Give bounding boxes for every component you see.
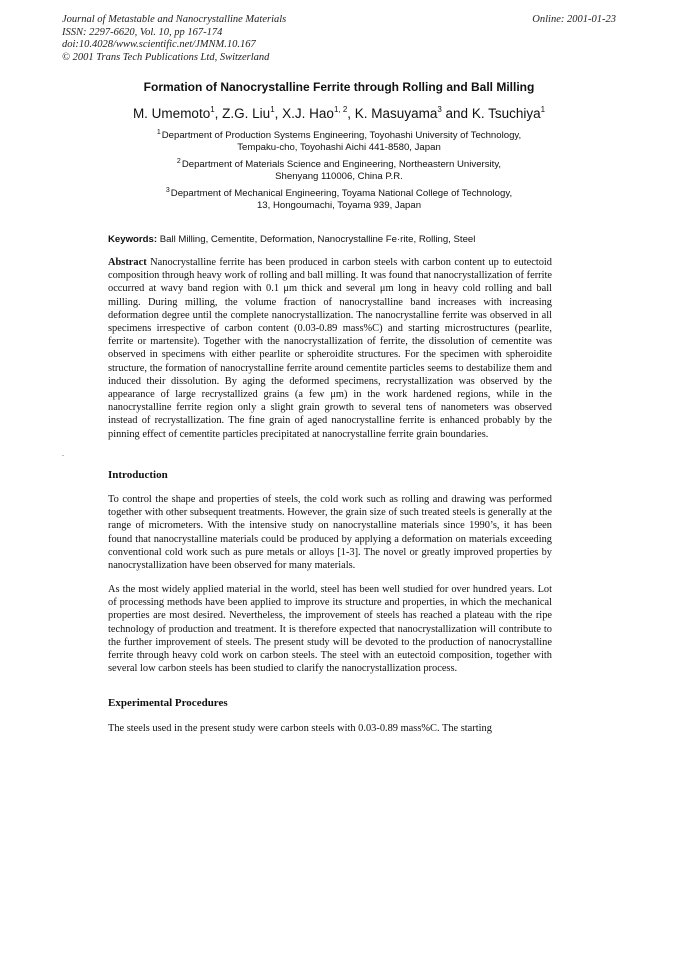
online-date: Online: 2001-01-23 <box>532 14 616 25</box>
author: K. Masuyama$^3$ and <box>354 105 472 121</box>
keywords-label: Keywords: <box>108 234 158 245</box>
abstract-label: Abstract <box>108 257 147 268</box>
affiliation: $^3$Department of Mechanical Engineering, Toyama National College of Technology, 13, Hongoumachi, Toyama 939, Japan <box>165 187 513 211</box>
affiliation: $^2$Department of Materials Science and Engineering, Northeastern University, Shenyang 110006, China P.R. <box>176 158 502 182</box>
introduction-heading: Introduction <box>108 469 168 481</box>
abstract <box>108 256 552 441</box>
author: M. Umemoto$^1$, <box>132 105 223 121</box>
journal-header <box>62 14 616 64</box>
author-list <box>62 106 616 121</box>
introduction-paragraph: As the most widely applied material in the world, steel has been well studied for over hundred years. Lot of processing methods have been applied to improve its structure and properties, in which the mechanical properties are most desired. Nevertheless, the improvement of steels has reached a plateau with the ripe technology of production and treatment. It is therefore expected that nanocrystallization will contribute to the further improvement of steels. The present study will be devoted to the production of nanocrystalline ferrite through heavy cold work on carbon steels. The steel with an eutectoid composition, together with several low carbon steels has been studied to clarify the nanocrystallization process. <box>108 584 552 675</box>
introduction-paragraph: To control the shape and properties of steels, the cold work such as rolling and drawing was performed together with other subsequent treatments. However, the grain size of such treated steels is generally at the range of micrometers. With the intensive study on nanocrystalline materials since 1990’s, it has been found that nanocrystalline materials could be produced by applying a deformation on materials exceeding conventional cold work such as pure metals or alloys [1-3]. The novel or greatly improved properties by nanocrystallization have been observed for many materials. <box>108 494 552 572</box>
author: X.J. Hao$^{1, 2}$, <box>282 105 355 121</box>
journal-name: Journal of Metastable and Nanocrystalline Materials <box>62 14 287 25</box>
scan-mark <box>62 455 64 456</box>
experimental-heading: Experimental Procedures <box>108 697 228 709</box>
journal-issn: ISSN: 2297-6620, Vol. 10, pp 167-174 <box>62 26 223 38</box>
paper-title: Formation of Nanocrystalline Ferrite through Rolling and Ball Milling <box>143 80 535 94</box>
keywords <box>108 234 574 245</box>
affiliation: $^1$Department of Production Systems Engineering, Toyohashi University of Technology, Tempaku-cho, Toyohashi Aichi 441-8580, Japan <box>156 129 522 153</box>
journal-doi: doi:10.4028/www.scientific.net/JMNM.10.167 <box>62 39 256 50</box>
keywords-text: Ball Milling, Cementite, Deformation, Nanocrystalline Fe·rite, Rolling, Steel <box>159 234 476 245</box>
experimental-paragraph: The steels used in the present study were carbon steels with 0.03-0.89 mass%C. The starting <box>108 723 492 734</box>
author: K. Tsuchiya$^1$ <box>471 105 546 121</box>
author: Z.G. Liu$^1$, <box>222 105 283 121</box>
abstract-text: Nanocrystalline ferrite has been produced in carbon steels with carbon content up to eutectoid composition through heavy work of rolling and ball milling. It was found that nanocrystallization of ferrite occurred at wavy band region with 0.1 μm thick and several μm long in heavy cold rolling and ball milling. During milling, the volume fraction of nanocrystalline band increases with increasing deformation degree until the complete nanocrystallization. The nanocrystalline ferrite was observed in all specimens irrespective of carbon content (0.03-0.89 mass%C) and starting microstructures (pearlite, ferrite or martensite). Together with the nanocrystallization of ferrite, the dissolution of cementite was observed in specimens with either pearlite or spheroidite structures. For the specimen with spheroidite structure, the formation of nanocrystalline ferrite around cementite particles seems to destabilize them and induced their dissolution. By aging the deformed specimens, recrystallization was observed by the appearance of large recrystallized grains (a few μm) in the work hardened regions, while in the nanocrystalline ferrite region only a slight grain growth to several tens of nanometers was observed instead of recrystallization. The fine grain of aged nanocrystalline ferrite is enhanced probably by the pinning effect of cementite particles precipitated at nanocrystalline ferrite grain boundaries. <box>108 257 552 440</box>
journal-copyright: © 2001 Trans Tech Publications Ltd, Switzerland <box>62 51 270 63</box>
